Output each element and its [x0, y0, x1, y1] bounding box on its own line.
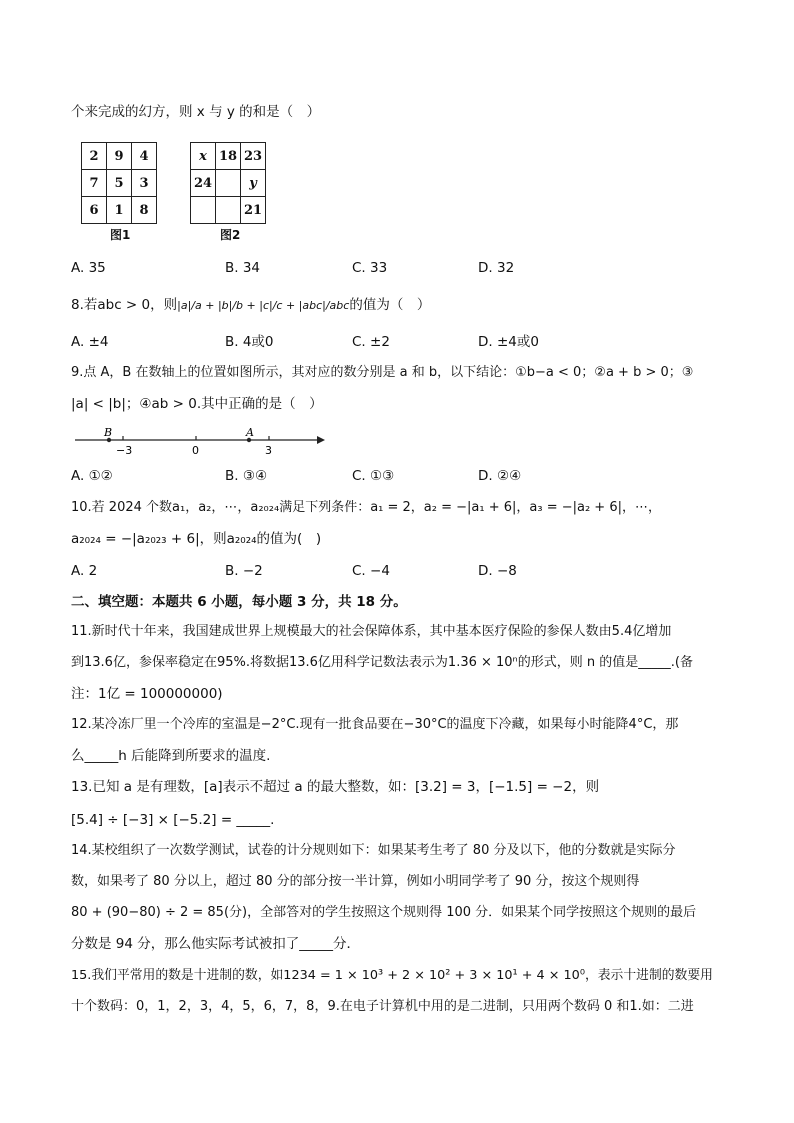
q8-prefix: 8.若abc > 0，则: [71, 297, 178, 313]
q13-line1: 13.已知 a 是有理数，[a]表示不超过 a 的最大整数，如：[3.2] = 3，[−1.5] = −2，则: [71, 779, 600, 795]
q7-option-d: D. 32: [478, 260, 515, 276]
tick-label-0: 0: [192, 444, 199, 457]
q9-option-d: D. ②④: [478, 468, 522, 484]
q12-line1: 12.某冷冻厂里一个冷库的室温是−2°C.现有一批食品要在−30°C的温度下冷藏，如果每小时能降4°C，那: [71, 717, 679, 732]
fig2-cell: [216, 170, 241, 197]
q8-stem: [71, 295, 430, 316]
fig1-cell: 7: [82, 170, 107, 197]
q15-line1: 15.我们平常用的数是十进制的数，如1234 = 1 × 10³ + 2 × 10² + 3 × 10¹ + 4 × 10⁰，表示十进制的数要用: [71, 968, 713, 983]
q14-line4: 分数是 94 分，那么他实际考试被扣了_____分．: [71, 936, 361, 952]
q10-line1: 10.若 2024 个数a₁，a₂，⋯，a₂₀₂₄满足下列条件：a₁ = 2，a₂ = −|a₁ + 6|，a₃ = −|a₂ + 6|，⋯，: [71, 500, 661, 515]
q10-option-d: D. −8: [478, 563, 517, 579]
q11-line2: 到13.6亿，参保率稳定在95%.将数据13.6亿用科学记数法表示为1.36 × 10ⁿ的形式，则 n 的值是_____.(备: [71, 655, 693, 670]
q10-option-a: A. 2: [71, 563, 98, 579]
fig2-cell: 23: [241, 143, 266, 170]
fig2-cell: 24: [191, 170, 216, 197]
q8-expression: |a|/a + |b|/b + |c|/c + |abc|/abc: [177, 299, 350, 312]
fig2-caption: 图2: [220, 228, 241, 242]
q7-option-c: C. 33: [352, 260, 388, 276]
q7-intro: 个来完成的幻方，则 x 与 y 的和是（ ）: [71, 104, 321, 120]
q7-option-a: A. 35: [71, 260, 106, 276]
q11-line1: 11.新时代十年来，我国建成世界上规模最大的社会保障体系，其中基本医疗保险的参保人数由5.4亿增加: [71, 624, 672, 639]
q9-option-b: B. ③④: [225, 468, 268, 484]
tick-label-3: 3: [265, 444, 272, 457]
q13-line2: [5.4] ÷ [−3] × [−5.2] = _____.: [71, 812, 275, 828]
q8-option-c: C. ±2: [352, 334, 390, 350]
section-title-fill-in: 二、填空题：本题共 6 小题，每小题 3 分，共 18 分。: [71, 594, 407, 610]
q9-line1: 9.点 A，B 在数轴上的位置如图所示，其对应的数分别是 a 和 b，以下结论：①b−a < 0；②a + b > 0；③: [71, 365, 694, 380]
q15-line2: 十个数码：0，1，2，3，4，5，6，7，8，9.在电子计算机中用的是二进制，只用两个数码 0 和1.如：二进: [71, 999, 694, 1014]
number-line: [71, 424, 331, 460]
fig1-cell: 6: [82, 197, 107, 224]
fig2-cell: 21: [241, 197, 266, 224]
fig2-cell: [191, 197, 216, 224]
q7-option-b: B. 34: [225, 260, 261, 276]
q14-line1: 14.某校组织了一次数学测试，试卷的计分规则如下：如果某考生考了 80 分及以下，他的分数就是实际分: [71, 843, 676, 858]
fig1-cell: 1: [107, 197, 132, 224]
q8-suffix: 的值为（ ）: [349, 297, 431, 313]
q10-line2: a₂₀₂₄ = −|a₂₀₂₃ + 6|，则a₂₀₂₄的值为( ): [71, 531, 322, 547]
fig1-caption: 图1: [110, 228, 131, 242]
magic-square-fig1: [81, 142, 157, 224]
fig2-cell: [216, 197, 241, 224]
q11-line3: 注：1亿 = 100000000): [71, 686, 223, 702]
q8-option-b: B. 4或0: [225, 334, 274, 350]
fig1-cell: 3: [132, 170, 157, 197]
fig1-cell: 5: [107, 170, 132, 197]
q14-line2: 数，如果考了 80 分以上，超过 80 分的部分按一半计算，例如小明同学考了 90 分，按这个规则得: [71, 874, 640, 889]
label-a: A: [246, 426, 254, 439]
fig1-cell: 2: [82, 143, 107, 170]
fig2-cell: y: [241, 170, 266, 197]
fig1-cell: 8: [132, 197, 157, 224]
label-b: B: [104, 426, 113, 439]
fig2-cell: 18: [216, 143, 241, 170]
tick-label-neg3: −3: [116, 444, 133, 457]
q10-option-b: B. −2: [225, 563, 263, 579]
q12-line2: 么_____h 后能降到所要求的温度.: [71, 748, 271, 764]
q8-option-a: A. ±4: [71, 334, 109, 350]
fig2-cell: x: [191, 143, 216, 170]
q8-option-d: D. ±4或0: [478, 334, 539, 350]
fig1-cell: 4: [132, 143, 157, 170]
q14-line3: 80 + (90−80) ÷ 2 = 85(分)，全部答对的学生按照这个规则得 100 分．如果某个同学按照这个规则的最后: [71, 905, 697, 920]
q9-line2: |a| < |b|；④ab > 0.其中正确的是（ ）: [71, 396, 323, 412]
magic-square-fig2: [190, 142, 266, 224]
q10-option-c: C. −4: [352, 563, 390, 579]
q9-option-a: A. ①②: [71, 468, 113, 484]
fig1-cell: 9: [107, 143, 132, 170]
q9-option-c: C. ①③: [352, 468, 395, 484]
number-line-arrow: [317, 436, 325, 444]
